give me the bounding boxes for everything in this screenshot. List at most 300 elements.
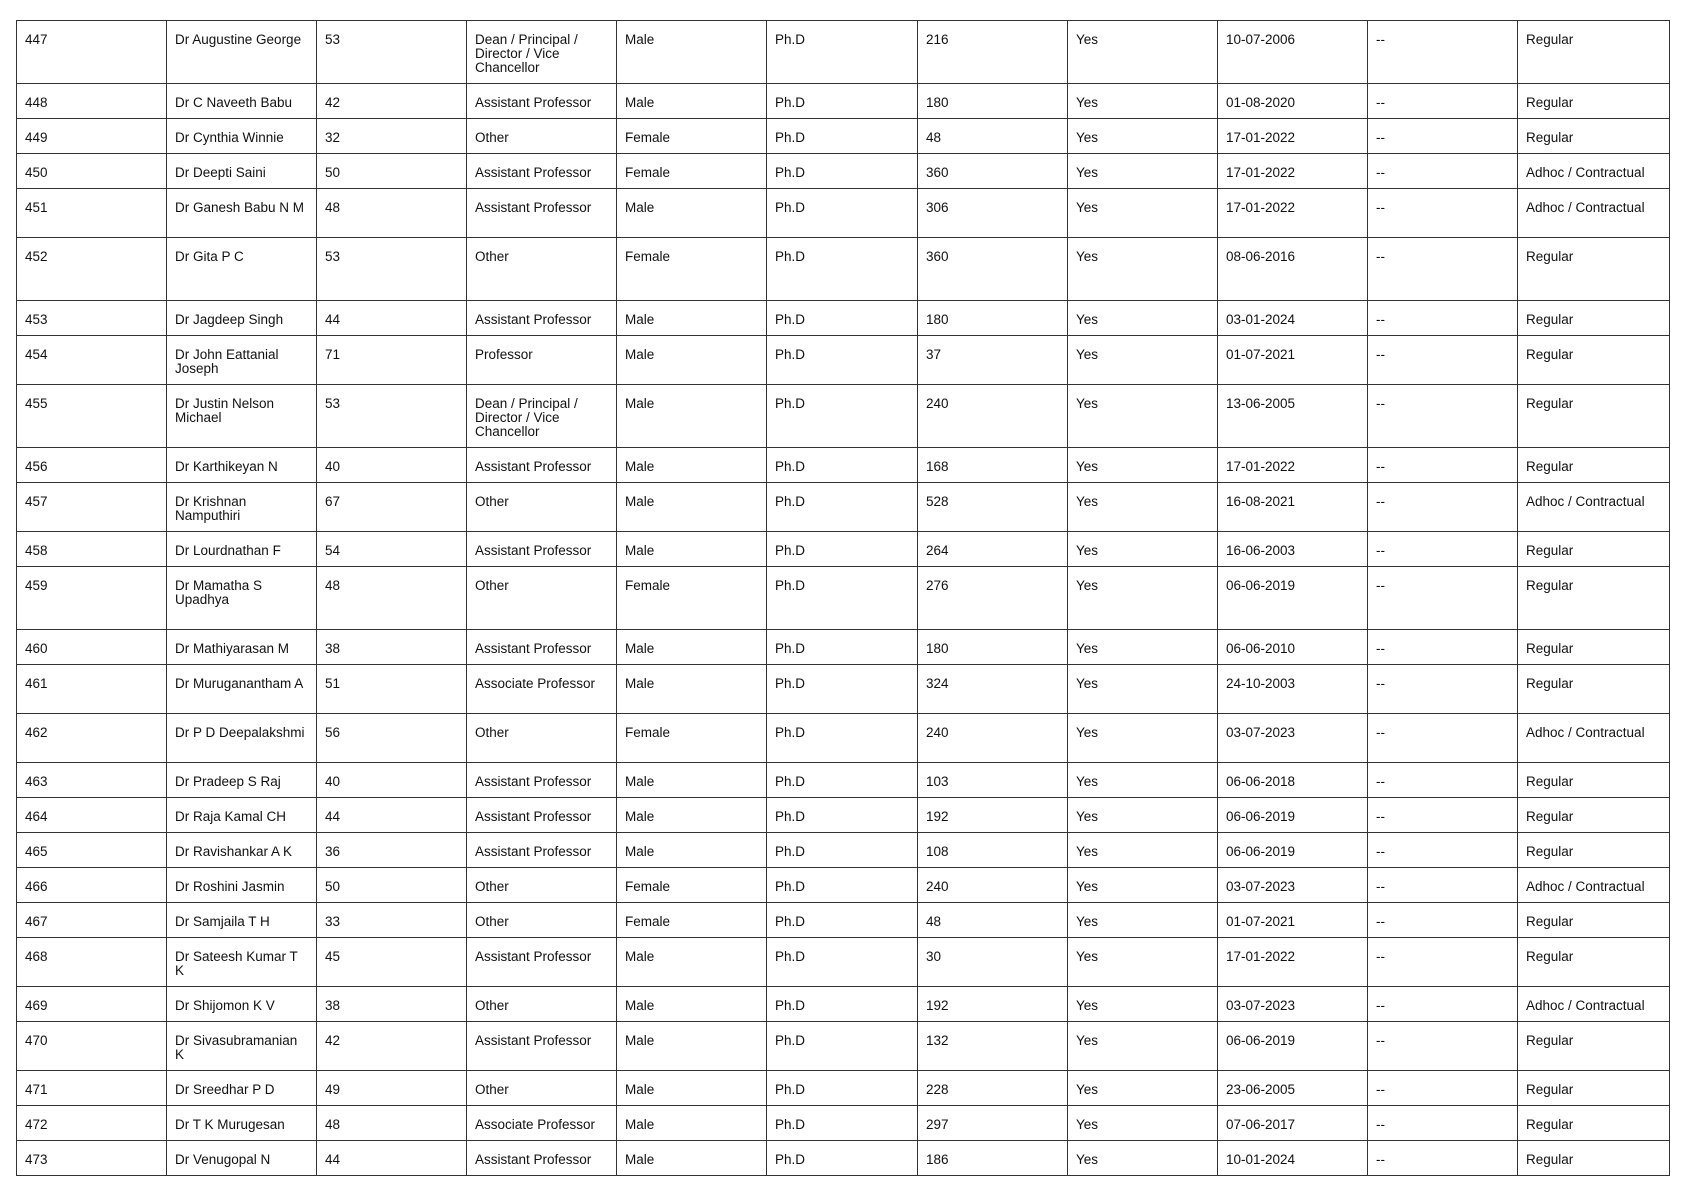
cell-leaving-date: -- bbox=[1368, 987, 1518, 1022]
cell-joining-date: 16-06-2003 bbox=[1218, 532, 1368, 567]
cell-age: 32 bbox=[317, 119, 467, 154]
cell-experience-months: 180 bbox=[918, 630, 1068, 665]
cell-qualification: Ph.D bbox=[767, 238, 918, 301]
cell-qualification: Ph.D bbox=[767, 448, 918, 483]
cell-currently-working: Yes bbox=[1068, 903, 1218, 938]
cell-qualification: Ph.D bbox=[767, 154, 918, 189]
cell-gender: Male bbox=[617, 189, 767, 238]
cell-faculty-name: Dr C Naveeth Babu bbox=[167, 84, 317, 119]
cell-age: 53 bbox=[317, 385, 467, 448]
cell-age: 53 bbox=[317, 238, 467, 301]
cell-gender: Male bbox=[617, 763, 767, 798]
cell-experience-months: 103 bbox=[918, 763, 1068, 798]
cell-gender: Male bbox=[617, 1106, 767, 1141]
cell-age: 48 bbox=[317, 189, 467, 238]
table-body bbox=[17, 21, 1670, 1176]
cell-currently-working: Yes bbox=[1068, 483, 1218, 532]
cell-appointment-type: Regular bbox=[1518, 119, 1670, 154]
cell-joining-date: 17-01-2022 bbox=[1218, 154, 1368, 189]
cell-age: 42 bbox=[317, 1022, 467, 1071]
cell-experience-months: 240 bbox=[918, 714, 1068, 763]
cell-experience-months: 132 bbox=[918, 1022, 1068, 1071]
cell-currently-working: Yes bbox=[1068, 1071, 1218, 1106]
cell-appointment-type: Regular bbox=[1518, 1022, 1670, 1071]
cell-serial-number: 449 bbox=[17, 119, 167, 154]
cell-gender: Male bbox=[617, 1071, 767, 1106]
cell-experience-months: 168 bbox=[918, 448, 1068, 483]
cell-gender: Male bbox=[617, 21, 767, 84]
cell-faculty-name: Dr Lourdnathan F bbox=[167, 532, 317, 567]
cell-leaving-date: -- bbox=[1368, 1071, 1518, 1106]
cell-qualification: Ph.D bbox=[767, 714, 918, 763]
cell-joining-date: 08-06-2016 bbox=[1218, 238, 1368, 301]
table-row bbox=[17, 483, 1670, 532]
cell-qualification: Ph.D bbox=[767, 567, 918, 630]
cell-leaving-date: -- bbox=[1368, 714, 1518, 763]
cell-faculty-name: Dr Sivasubramanian K bbox=[167, 1022, 317, 1071]
cell-serial-number: 473 bbox=[17, 1141, 167, 1176]
cell-faculty-name: Dr Ganesh Babu N M bbox=[167, 189, 317, 238]
cell-designation: Assistant Professor bbox=[467, 763, 617, 798]
cell-joining-date: 13-06-2005 bbox=[1218, 385, 1368, 448]
cell-faculty-name: Dr Muruganantham A bbox=[167, 665, 317, 714]
cell-experience-months: 276 bbox=[918, 567, 1068, 630]
cell-appointment-type: Regular bbox=[1518, 532, 1670, 567]
cell-designation: Dean / Principal / Director / Vice Chancellor bbox=[467, 21, 617, 84]
cell-appointment-type: Regular bbox=[1518, 1071, 1670, 1106]
cell-appointment-type: Regular bbox=[1518, 567, 1670, 630]
cell-serial-number: 469 bbox=[17, 987, 167, 1022]
table-row bbox=[17, 1022, 1670, 1071]
cell-faculty-name: Dr Jagdeep Singh bbox=[167, 301, 317, 336]
table-row bbox=[17, 868, 1670, 903]
cell-serial-number: 467 bbox=[17, 903, 167, 938]
cell-serial-number: 458 bbox=[17, 532, 167, 567]
cell-joining-date: 17-01-2022 bbox=[1218, 189, 1368, 238]
cell-joining-date: 06-06-2018 bbox=[1218, 763, 1368, 798]
cell-leaving-date: -- bbox=[1368, 630, 1518, 665]
cell-appointment-type: Regular bbox=[1518, 630, 1670, 665]
cell-joining-date: 23-06-2005 bbox=[1218, 1071, 1368, 1106]
cell-designation: Assistant Professor bbox=[467, 154, 617, 189]
cell-currently-working: Yes bbox=[1068, 833, 1218, 868]
cell-leaving-date: -- bbox=[1368, 448, 1518, 483]
cell-joining-date: 06-06-2019 bbox=[1218, 833, 1368, 868]
cell-experience-months: 186 bbox=[918, 1141, 1068, 1176]
cell-currently-working: Yes bbox=[1068, 238, 1218, 301]
cell-gender: Male bbox=[617, 987, 767, 1022]
table-row bbox=[17, 154, 1670, 189]
cell-serial-number: 447 bbox=[17, 21, 167, 84]
cell-currently-working: Yes bbox=[1068, 798, 1218, 833]
cell-designation: Other bbox=[467, 987, 617, 1022]
cell-faculty-name: Dr Sateesh Kumar T K bbox=[167, 938, 317, 987]
cell-age: 50 bbox=[317, 154, 467, 189]
cell-joining-date: 03-07-2023 bbox=[1218, 868, 1368, 903]
cell-joining-date: 17-01-2022 bbox=[1218, 119, 1368, 154]
cell-gender: Male bbox=[617, 1141, 767, 1176]
cell-appointment-type: Regular bbox=[1518, 21, 1670, 84]
cell-designation: Other bbox=[467, 1071, 617, 1106]
cell-leaving-date: -- bbox=[1368, 567, 1518, 630]
cell-appointment-type: Regular bbox=[1518, 448, 1670, 483]
cell-faculty-name: Dr Cynthia Winnie bbox=[167, 119, 317, 154]
cell-currently-working: Yes bbox=[1068, 532, 1218, 567]
cell-currently-working: Yes bbox=[1068, 868, 1218, 903]
cell-designation: Assistant Professor bbox=[467, 1022, 617, 1071]
cell-faculty-name: Dr Ravishankar A K bbox=[167, 833, 317, 868]
cell-designation: Assistant Professor bbox=[467, 301, 617, 336]
cell-experience-months: 37 bbox=[918, 336, 1068, 385]
cell-joining-date: 03-01-2024 bbox=[1218, 301, 1368, 336]
cell-joining-date: 06-06-2010 bbox=[1218, 630, 1368, 665]
cell-leaving-date: -- bbox=[1368, 798, 1518, 833]
cell-age: 38 bbox=[317, 630, 467, 665]
cell-gender: Female bbox=[617, 903, 767, 938]
cell-gender: Male bbox=[617, 483, 767, 532]
cell-serial-number: 455 bbox=[17, 385, 167, 448]
cell-qualification: Ph.D bbox=[767, 189, 918, 238]
cell-age: 44 bbox=[317, 1141, 467, 1176]
cell-gender: Female bbox=[617, 868, 767, 903]
cell-qualification: Ph.D bbox=[767, 21, 918, 84]
table-row bbox=[17, 21, 1670, 84]
cell-qualification: Ph.D bbox=[767, 385, 918, 448]
cell-designation: Associate Professor bbox=[467, 1106, 617, 1141]
cell-gender: Male bbox=[617, 1022, 767, 1071]
table-row bbox=[17, 665, 1670, 714]
cell-age: 56 bbox=[317, 714, 467, 763]
table-row bbox=[17, 1141, 1670, 1176]
cell-designation: Other bbox=[467, 238, 617, 301]
cell-faculty-name: Dr Mamatha S Upadhya bbox=[167, 567, 317, 630]
cell-serial-number: 459 bbox=[17, 567, 167, 630]
cell-experience-months: 48 bbox=[918, 119, 1068, 154]
table-row bbox=[17, 763, 1670, 798]
cell-serial-number: 468 bbox=[17, 938, 167, 987]
cell-appointment-type: Adhoc / Contractual bbox=[1518, 868, 1670, 903]
cell-serial-number: 465 bbox=[17, 833, 167, 868]
cell-leaving-date: -- bbox=[1368, 903, 1518, 938]
cell-experience-months: 48 bbox=[918, 903, 1068, 938]
cell-appointment-type: Adhoc / Contractual bbox=[1518, 154, 1670, 189]
cell-qualification: Ph.D bbox=[767, 336, 918, 385]
cell-experience-months: 228 bbox=[918, 1071, 1068, 1106]
cell-serial-number: 457 bbox=[17, 483, 167, 532]
cell-leaving-date: -- bbox=[1368, 189, 1518, 238]
cell-serial-number: 454 bbox=[17, 336, 167, 385]
cell-faculty-name: Dr Samjaila T H bbox=[167, 903, 317, 938]
cell-leaving-date: -- bbox=[1368, 868, 1518, 903]
table-row bbox=[17, 336, 1670, 385]
cell-appointment-type: Regular bbox=[1518, 763, 1670, 798]
cell-qualification: Ph.D bbox=[767, 1141, 918, 1176]
cell-faculty-name: Dr Roshini Jasmin bbox=[167, 868, 317, 903]
cell-qualification: Ph.D bbox=[767, 532, 918, 567]
cell-age: 54 bbox=[317, 532, 467, 567]
cell-appointment-type: Adhoc / Contractual bbox=[1518, 189, 1670, 238]
table-row bbox=[17, 238, 1670, 301]
cell-appointment-type: Adhoc / Contractual bbox=[1518, 987, 1670, 1022]
cell-qualification: Ph.D bbox=[767, 868, 918, 903]
cell-qualification: Ph.D bbox=[767, 987, 918, 1022]
cell-leaving-date: -- bbox=[1368, 385, 1518, 448]
cell-age: 40 bbox=[317, 448, 467, 483]
cell-experience-months: 30 bbox=[918, 938, 1068, 987]
cell-currently-working: Yes bbox=[1068, 714, 1218, 763]
cell-experience-months: 324 bbox=[918, 665, 1068, 714]
cell-serial-number: 472 bbox=[17, 1106, 167, 1141]
cell-leaving-date: -- bbox=[1368, 532, 1518, 567]
cell-age: 51 bbox=[317, 665, 467, 714]
cell-faculty-name: Dr Shijomon K V bbox=[167, 987, 317, 1022]
cell-age: 48 bbox=[317, 1106, 467, 1141]
cell-designation: Dean / Principal / Director / Vice Chancellor bbox=[467, 385, 617, 448]
cell-qualification: Ph.D bbox=[767, 833, 918, 868]
cell-experience-months: 297 bbox=[918, 1106, 1068, 1141]
cell-faculty-name: Dr Deepti Saini bbox=[167, 154, 317, 189]
cell-appointment-type: Regular bbox=[1518, 84, 1670, 119]
cell-joining-date: 16-08-2021 bbox=[1218, 483, 1368, 532]
cell-serial-number: 463 bbox=[17, 763, 167, 798]
cell-age: 71 bbox=[317, 336, 467, 385]
cell-qualification: Ph.D bbox=[767, 84, 918, 119]
cell-gender: Male bbox=[617, 84, 767, 119]
cell-faculty-name: Dr Augustine George bbox=[167, 21, 317, 84]
cell-experience-months: 216 bbox=[918, 21, 1068, 84]
cell-faculty-name: Dr Justin Nelson Michael bbox=[167, 385, 317, 448]
cell-faculty-name: Dr Venugopal N bbox=[167, 1141, 317, 1176]
cell-experience-months: 108 bbox=[918, 833, 1068, 868]
cell-appointment-type: Regular bbox=[1518, 301, 1670, 336]
cell-joining-date: 06-06-2019 bbox=[1218, 1022, 1368, 1071]
cell-leaving-date: -- bbox=[1368, 1022, 1518, 1071]
cell-faculty-name: Dr Gita P C bbox=[167, 238, 317, 301]
cell-gender: Male bbox=[617, 798, 767, 833]
cell-designation: Other bbox=[467, 714, 617, 763]
cell-experience-months: 360 bbox=[918, 154, 1068, 189]
cell-gender: Male bbox=[617, 448, 767, 483]
cell-joining-date: 03-07-2023 bbox=[1218, 987, 1368, 1022]
cell-qualification: Ph.D bbox=[767, 798, 918, 833]
cell-designation: Assistant Professor bbox=[467, 833, 617, 868]
cell-gender: Female bbox=[617, 238, 767, 301]
cell-age: 42 bbox=[317, 84, 467, 119]
cell-joining-date: 17-01-2022 bbox=[1218, 448, 1368, 483]
table-row bbox=[17, 1071, 1670, 1106]
table-row bbox=[17, 1106, 1670, 1141]
cell-currently-working: Yes bbox=[1068, 630, 1218, 665]
cell-currently-working: Yes bbox=[1068, 448, 1218, 483]
table-row bbox=[17, 448, 1670, 483]
cell-joining-date: 03-07-2023 bbox=[1218, 714, 1368, 763]
cell-joining-date: 17-01-2022 bbox=[1218, 938, 1368, 987]
cell-appointment-type: Regular bbox=[1518, 798, 1670, 833]
cell-gender: Female bbox=[617, 119, 767, 154]
cell-designation: Assistant Professor bbox=[467, 448, 617, 483]
cell-gender: Male bbox=[617, 833, 767, 868]
cell-appointment-type: Regular bbox=[1518, 385, 1670, 448]
cell-joining-date: 06-06-2019 bbox=[1218, 567, 1368, 630]
cell-currently-working: Yes bbox=[1068, 336, 1218, 385]
cell-serial-number: 461 bbox=[17, 665, 167, 714]
cell-qualification: Ph.D bbox=[767, 1022, 918, 1071]
cell-joining-date: 06-06-2019 bbox=[1218, 798, 1368, 833]
cell-experience-months: 528 bbox=[918, 483, 1068, 532]
cell-gender: Female bbox=[617, 714, 767, 763]
table-row bbox=[17, 714, 1670, 763]
cell-age: 38 bbox=[317, 987, 467, 1022]
cell-gender: Male bbox=[617, 630, 767, 665]
cell-gender: Male bbox=[617, 301, 767, 336]
cell-age: 36 bbox=[317, 833, 467, 868]
cell-currently-working: Yes bbox=[1068, 84, 1218, 119]
cell-appointment-type: Regular bbox=[1518, 238, 1670, 301]
cell-leaving-date: -- bbox=[1368, 154, 1518, 189]
cell-leaving-date: -- bbox=[1368, 84, 1518, 119]
cell-faculty-name: Dr Mathiyarasan M bbox=[167, 630, 317, 665]
cell-designation: Assistant Professor bbox=[467, 189, 617, 238]
cell-joining-date: 01-07-2021 bbox=[1218, 903, 1368, 938]
table-row bbox=[17, 987, 1670, 1022]
cell-currently-working: Yes bbox=[1068, 301, 1218, 336]
cell-faculty-name: Dr Pradeep S Raj bbox=[167, 763, 317, 798]
cell-appointment-type: Regular bbox=[1518, 1106, 1670, 1141]
cell-experience-months: 180 bbox=[918, 84, 1068, 119]
table-row bbox=[17, 938, 1670, 987]
cell-leaving-date: -- bbox=[1368, 763, 1518, 798]
cell-gender: Male bbox=[617, 938, 767, 987]
cell-experience-months: 240 bbox=[918, 385, 1068, 448]
cell-leaving-date: -- bbox=[1368, 301, 1518, 336]
cell-age: 48 bbox=[317, 567, 467, 630]
cell-currently-working: Yes bbox=[1068, 763, 1218, 798]
cell-gender: Male bbox=[617, 385, 767, 448]
cell-faculty-name: Dr Karthikeyan N bbox=[167, 448, 317, 483]
cell-designation: Other bbox=[467, 567, 617, 630]
cell-appointment-type: Regular bbox=[1518, 903, 1670, 938]
cell-serial-number: 470 bbox=[17, 1022, 167, 1071]
cell-appointment-type: Adhoc / Contractual bbox=[1518, 714, 1670, 763]
cell-age: 50 bbox=[317, 868, 467, 903]
cell-experience-months: 180 bbox=[918, 301, 1068, 336]
cell-gender: Male bbox=[617, 336, 767, 385]
cell-appointment-type: Adhoc / Contractual bbox=[1518, 483, 1670, 532]
cell-gender: Female bbox=[617, 567, 767, 630]
cell-qualification: Ph.D bbox=[767, 903, 918, 938]
cell-designation: Other bbox=[467, 483, 617, 532]
cell-faculty-name: Dr Krishnan Namputhiri bbox=[167, 483, 317, 532]
cell-designation: Professor bbox=[467, 336, 617, 385]
cell-leaving-date: -- bbox=[1368, 833, 1518, 868]
cell-leaving-date: -- bbox=[1368, 665, 1518, 714]
cell-faculty-name: Dr T K Murugesan bbox=[167, 1106, 317, 1141]
cell-designation: Other bbox=[467, 903, 617, 938]
cell-age: 45 bbox=[317, 938, 467, 987]
cell-experience-months: 240 bbox=[918, 868, 1068, 903]
cell-experience-months: 360 bbox=[918, 238, 1068, 301]
cell-qualification: Ph.D bbox=[767, 938, 918, 987]
cell-serial-number: 466 bbox=[17, 868, 167, 903]
cell-joining-date: 24-10-2003 bbox=[1218, 665, 1368, 714]
cell-currently-working: Yes bbox=[1068, 189, 1218, 238]
cell-qualification: Ph.D bbox=[767, 763, 918, 798]
cell-age: 49 bbox=[317, 1071, 467, 1106]
cell-qualification: Ph.D bbox=[767, 483, 918, 532]
cell-currently-working: Yes bbox=[1068, 119, 1218, 154]
cell-gender: Male bbox=[617, 532, 767, 567]
cell-serial-number: 453 bbox=[17, 301, 167, 336]
cell-serial-number: 456 bbox=[17, 448, 167, 483]
cell-joining-date: 01-08-2020 bbox=[1218, 84, 1368, 119]
cell-leaving-date: -- bbox=[1368, 336, 1518, 385]
cell-age: 33 bbox=[317, 903, 467, 938]
cell-appointment-type: Regular bbox=[1518, 833, 1670, 868]
cell-currently-working: Yes bbox=[1068, 567, 1218, 630]
cell-experience-months: 306 bbox=[918, 189, 1068, 238]
faculty-table-container bbox=[16, 20, 1669, 1176]
cell-joining-date: 01-07-2021 bbox=[1218, 336, 1368, 385]
cell-age: 40 bbox=[317, 763, 467, 798]
cell-currently-working: Yes bbox=[1068, 938, 1218, 987]
cell-qualification: Ph.D bbox=[767, 301, 918, 336]
table-row bbox=[17, 84, 1670, 119]
cell-serial-number: 448 bbox=[17, 84, 167, 119]
cell-currently-working: Yes bbox=[1068, 21, 1218, 84]
cell-appointment-type: Regular bbox=[1518, 336, 1670, 385]
cell-faculty-name: Dr P D Deepalakshmi bbox=[167, 714, 317, 763]
table-row bbox=[17, 567, 1670, 630]
cell-joining-date: 07-06-2017 bbox=[1218, 1106, 1368, 1141]
cell-leaving-date: -- bbox=[1368, 21, 1518, 84]
table-row bbox=[17, 189, 1670, 238]
table-row bbox=[17, 833, 1670, 868]
cell-serial-number: 452 bbox=[17, 238, 167, 301]
cell-currently-working: Yes bbox=[1068, 385, 1218, 448]
cell-leaving-date: -- bbox=[1368, 1141, 1518, 1176]
cell-serial-number: 471 bbox=[17, 1071, 167, 1106]
cell-gender: Female bbox=[617, 154, 767, 189]
cell-experience-months: 192 bbox=[918, 798, 1068, 833]
cell-designation: Assistant Professor bbox=[467, 84, 617, 119]
cell-experience-months: 192 bbox=[918, 987, 1068, 1022]
table-row bbox=[17, 385, 1670, 448]
cell-age: 53 bbox=[317, 21, 467, 84]
cell-serial-number: 460 bbox=[17, 630, 167, 665]
cell-designation: Other bbox=[467, 868, 617, 903]
cell-joining-date: 10-01-2024 bbox=[1218, 1141, 1368, 1176]
cell-leaving-date: -- bbox=[1368, 119, 1518, 154]
cell-currently-working: Yes bbox=[1068, 154, 1218, 189]
table-row bbox=[17, 630, 1670, 665]
cell-currently-working: Yes bbox=[1068, 1022, 1218, 1071]
cell-gender: Male bbox=[617, 665, 767, 714]
cell-faculty-name: Dr John Eattanial Joseph bbox=[167, 336, 317, 385]
cell-qualification: Ph.D bbox=[767, 119, 918, 154]
cell-leaving-date: -- bbox=[1368, 938, 1518, 987]
cell-appointment-type: Regular bbox=[1518, 938, 1670, 987]
cell-faculty-name: Dr Raja Kamal CH bbox=[167, 798, 317, 833]
cell-designation: Assistant Professor bbox=[467, 630, 617, 665]
cell-designation: Assistant Professor bbox=[467, 798, 617, 833]
cell-appointment-type: Regular bbox=[1518, 1141, 1670, 1176]
cell-qualification: Ph.D bbox=[767, 630, 918, 665]
cell-experience-months: 264 bbox=[918, 532, 1068, 567]
table-row bbox=[17, 532, 1670, 567]
cell-designation: Assistant Professor bbox=[467, 1141, 617, 1176]
cell-currently-working: Yes bbox=[1068, 1141, 1218, 1176]
cell-age: 67 bbox=[317, 483, 467, 532]
